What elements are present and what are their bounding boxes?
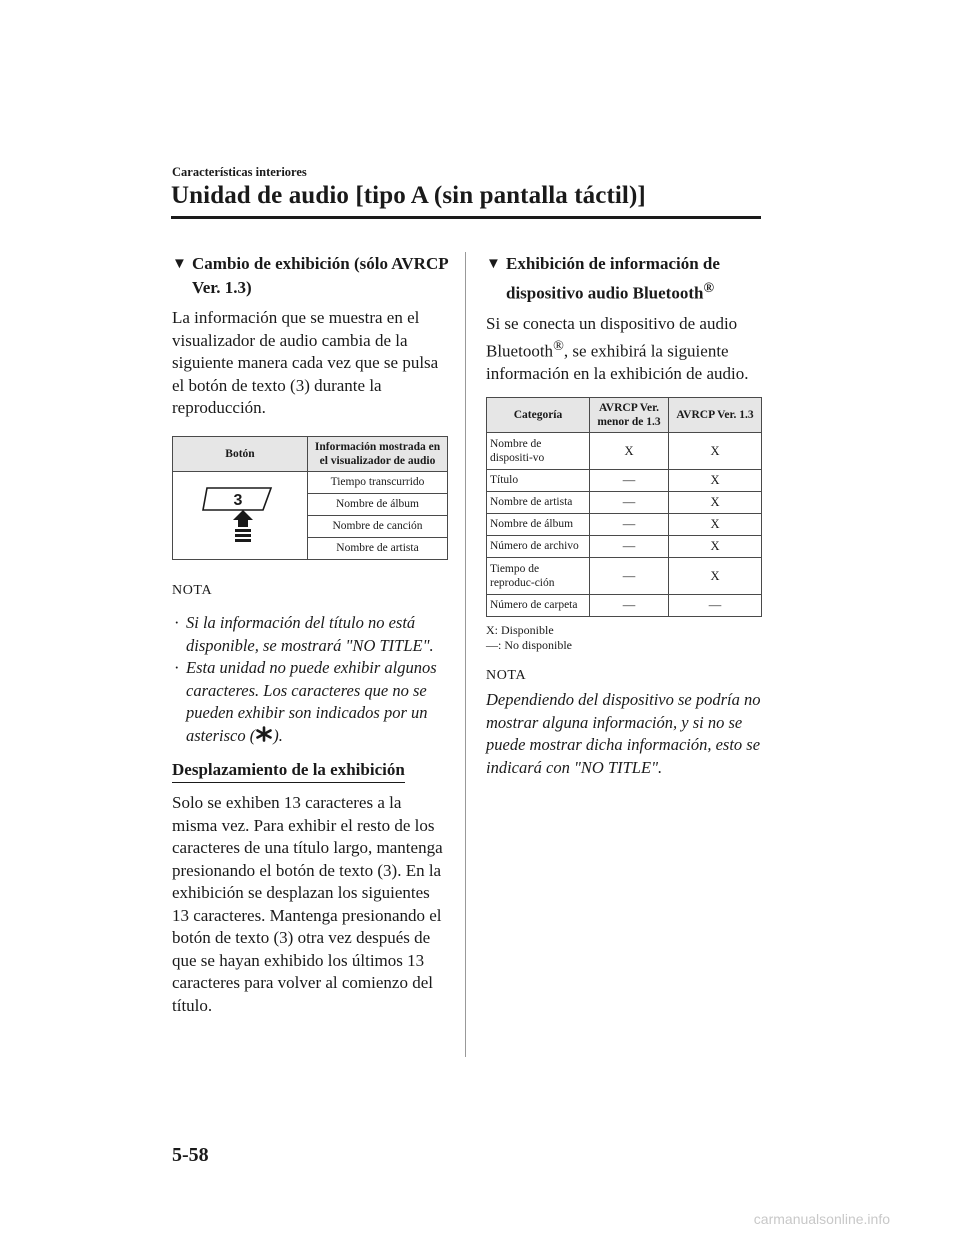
value-cell: X — [590, 432, 669, 469]
right-column — [486, 252, 762, 779]
table-row — [173, 471, 448, 493]
nota-label: NOTA — [486, 667, 527, 683]
value-cell: — — [590, 594, 669, 616]
intro-paragraph: La información que se muestra en el visualizador de audio cambia de la siguiente manera cada vez que se pulsa el botón de texto (3) durante la reproducción. — [172, 308, 439, 417]
scroll-paragraph: Solo se exhiben 13 caracteres a la misma vez. Para exhibir el resto de los caracteres de una título largo, mantenga presionando el botón de texto (3). En la exhibición se desplazan los siguientes 13 caracteres. Mantenga presionando el botón de texto (3) otra vez después de que se hayan exhibido los últimos 13 caracteres para volver al comienzo del título. — [172, 793, 443, 1015]
table-row — [487, 432, 762, 469]
subheading-scroll: Desplazamiento de la exhibición — [172, 759, 405, 783]
value-cell: X — [669, 469, 762, 491]
triangle-marker-icon: ▼ — [486, 256, 501, 272]
value-cell: — — [590, 557, 669, 594]
registered-mark: ® — [703, 280, 715, 296]
value-cell: X — [669, 491, 762, 513]
bluetooth-intro — [486, 313, 762, 386]
category-cell: Número de archivo — [487, 535, 590, 557]
value-cell: — — [590, 469, 669, 491]
value-cell: — — [590, 513, 669, 535]
note-text: Si la información del título no está disponible, se mostrará "NO TITLE". — [186, 613, 434, 655]
info-row-song: Nombre de canción — [308, 515, 448, 537]
note-text: Esta unidad no puede exhibir algunos caracteres. Los caracteres que no se pueden exhibir son indicados por un asterisco ( — [186, 658, 437, 745]
value-cell: — — [590, 491, 669, 513]
note-item: · Si la información del título no está disponible, se mostrará "NO TITLE". — [174, 613, 434, 655]
table-row — [487, 469, 762, 491]
table-row — [487, 513, 762, 535]
category-cell: Nombre de álbum — [487, 513, 590, 535]
table-header-avrcp-lower: AVRCP Ver. menor de 1.3 — [590, 397, 669, 432]
value-cell: X — [669, 513, 762, 535]
value-cell: — — [590, 535, 669, 557]
registered-mark: ® — [553, 338, 564, 355]
section-heading-bluetooth — [486, 252, 762, 306]
table-header-button: Botón — [173, 436, 308, 471]
category-cell: Nombre de artista — [487, 491, 590, 513]
note-tail: ). — [273, 725, 283, 745]
column-divider — [465, 252, 466, 1057]
category-cell: Nombre de dispositi-vo — [487, 432, 590, 469]
table-legend — [486, 623, 762, 653]
table-row — [487, 535, 762, 557]
intro-part-b: , se exhibirá la siguiente información en la exhibición de audio. — [486, 341, 749, 384]
table-row — [487, 557, 762, 594]
bluetooth-info-table — [486, 397, 762, 617]
category-cell: Tiempo de reproduc-ción — [487, 557, 590, 594]
info-row-elapsed: Tiempo transcurrido — [308, 471, 448, 493]
value-cell: — — [669, 594, 762, 616]
legend-unavailable: —: No disponible — [486, 637, 572, 652]
value-cell: X — [669, 535, 762, 557]
display-change-table — [172, 436, 448, 560]
asterisk-icon — [255, 726, 273, 742]
text-button-3-icon — [197, 482, 283, 544]
notes-list — [172, 612, 448, 747]
title-rule — [171, 216, 761, 219]
button-number: 3 — [233, 492, 243, 509]
table-row — [487, 491, 762, 513]
section-heading-text: Exhibición de información de dispositivo audio Bluetooth — [506, 254, 720, 303]
page-title: Unidad de audio [tipo A (sin pantalla táctil)] — [171, 182, 646, 209]
table-header-info: Información mostrada en el visualizador de audio — [308, 436, 448, 471]
info-row-album: Nombre de álbum — [308, 493, 448, 515]
left-column — [172, 252, 448, 1027]
page-number: 5-58 — [172, 1144, 209, 1166]
note-item: · Esta unidad no puede exhibir algunos caracteres. Los caracteres que no se pueden exhibir son indicados por un asterisco ( ). — [174, 658, 437, 745]
table-header-avrcp-13: AVRCP Ver. 1.3 — [669, 397, 762, 432]
intro-part-a: Si se conecta un dispositivo de audio Bluetooth — [486, 313, 738, 361]
section-heading-display-change — [172, 252, 448, 300]
info-row-artist: Nombre de artista — [308, 537, 448, 559]
nota-label: NOTA — [172, 582, 213, 598]
value-cell: X — [669, 432, 762, 469]
category-cell: Título — [487, 469, 590, 491]
section-heading-text: Cambio de exhibición (sólo AVRCP Ver. 1.3) — [192, 254, 448, 297]
table-row — [487, 594, 762, 616]
table-header-category: Categoría — [487, 397, 590, 432]
legend-available: X: Disponible — [486, 622, 554, 637]
category-cell: Número de carpeta — [487, 594, 590, 616]
value-cell: X — [669, 557, 762, 594]
triangle-marker-icon: ▼ — [172, 256, 187, 272]
watermark: carmanualsonline.info — [753, 1211, 890, 1227]
section-label: Características interiores — [172, 165, 307, 179]
button-illustration-cell — [173, 471, 308, 559]
nota-text: Dependiendo del dispositivo se podría no mostrar alguna información, y si no se puede mostrar dicha información, esto se indicará con "NO TITLE". — [486, 690, 761, 777]
